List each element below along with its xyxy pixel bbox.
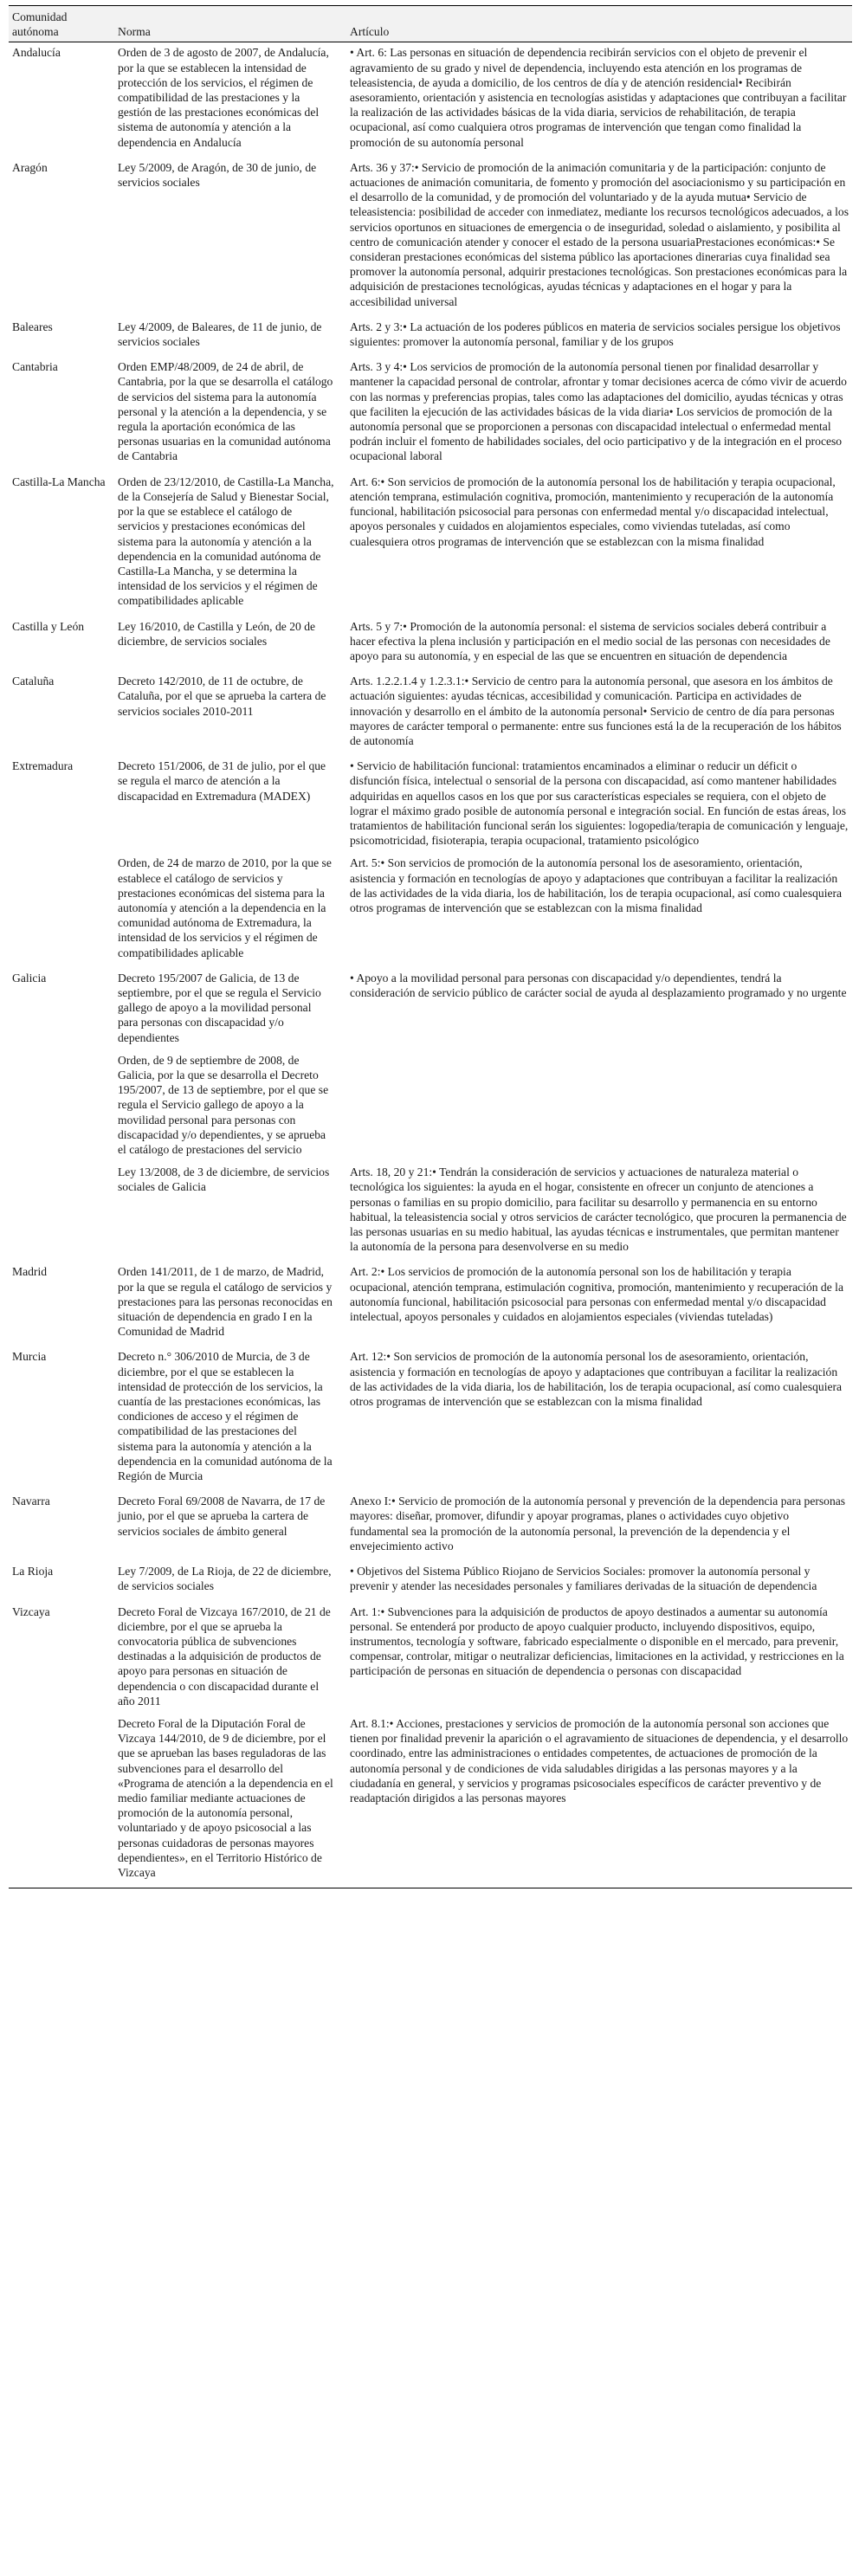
cell-community: Baleares	[12, 320, 53, 333]
cell-community	[9, 1165, 114, 1262]
cell-article	[346, 1053, 852, 1165]
cell-article: Arts. 36 y 37:• Servicio de promoción de la animación comunitaria y de la participación: conjunto de actuaciones de animación comunitaria, de fomento y promoción del asociacionismo y su participación en el desarrollo de la comunidad, y de promoción del voluntariado y de la ayuda mutua• Servicio de teleasistencia: posibilidad de acceder con inmediatez, mediante los recursos tecnológicos adecuados, a los servicios oportunos en situaciones de emergencia o de inseguridad, soledad o aislamiento, y posibilita al centro de comunicación atender y conocer el estado de la persona usuariaPrestaciones económicas:• Se consideran prestaciones económicas del sistema público las aportaciones dinerarias cuya finalidad sea promover la autonomía personal, adquirir prestaciones tecnológicas. Son prestaciones económicas para la adquisición de prestaciones tecnológicas, ayudas técnicas y adaptaciones en el hogar y para la accesibilidad universal	[350, 160, 849, 308]
cell-article: • Objetivos del Sistema Público Riojano de Servicios Sociales: promover la autonomía personal y prevenir y atender las necesidades personales y familiares derivadas de la situación de dependencia	[350, 1565, 817, 1593]
table-body	[9, 42, 852, 1888]
table-row	[9, 317, 852, 357]
cell-article: Arts. 1.2.2.1.4 y 1.2.3.1:• Servicio de centro para la autonomía personal, que asesora en los ámbitos de actuación siguientes: ayudas técnicas, accesibilidad y comunicación. Participa en actividades de innovación y desarrollo en el ámbito de la autonomía personal• Servicio de centro de día para personas mayores de carácter temporal o permanente: entre sus funciones está la de la recuperación de los hábitos de autonomía	[350, 675, 842, 747]
table-row	[9, 1602, 852, 1716]
cell-norm: Orden de 3 de agosto de 2007, de Andalucía, por la que se establecen la intensidad de protección de los servicios, el régimen de compatibilidad de las prestaciones y la gestión de las prestaciones económicas del sistema de autonomía y atención a la dependencia en Andalucía	[118, 46, 329, 149]
table-row	[9, 756, 852, 855]
cell-article: Art. 1:• Subvenciones para la adquisición de productos de apoyo destinados a aumentar su autonomía personal. Se entenderá por producto de apoyo cualquier producto, incluyendo dispositivos, equipo, instrumentos, tecnología y software, fabricado especialmente o disponible en el mercado, para prevenir, compensar, controlar, mitigar o neutralizar deficiencias, limitaciones en la actividad, y restricciones en la participación de personas en situación de dependencia o personas con discapacidad	[350, 1604, 844, 1678]
cell-norm: Decreto Foral de Vizcaya 167/2010, de 21 de diciembre, por el que se aprueba la convocatoria pública de subvenciones destinadas a la adquisición de productos de apoyo para personas en situación de dependencia o con discapacidad durante el año 2011	[118, 1604, 331, 1708]
cell-article: Arts. 5 y 7:• Promoción de la autonomía personal: el sistema de servicios sociales deberá contribuir a hacer efectiva la plena inclusión y participación en el medio social de las personas con necesidades de apoyo para su autonomía, y en especial de las que se encuentren en situación de dependencia	[350, 619, 830, 662]
cell-norm: Orden EMP/48/2009, de 24 de abril, de Cantabria, por la que se desarrolla el catálogo de servicios del sistema para la autonomía personal y la atención a la dependencia, y se regula la aportación económica de las personas usuarias en la comunidad autónoma de Cantabria	[118, 360, 333, 463]
cell-norm: Decreto 151/2006, de 31 de julio, por el que se regula el marco de atención a la discapacidad en Extremadura (MADEX)	[118, 759, 326, 803]
cell-community: Cataluña	[12, 675, 55, 688]
cell-community: Andalucía	[12, 46, 61, 60]
cell-community: Madrid	[12, 1265, 48, 1279]
cell-norm: Orden 141/2011, de 1 de marzo, de Madrid, por la que se regula el catálogo de servicios y prestaciones para las personas reconocidas en situación de dependencia en grado I en la Comunidad de Madrid	[118, 1265, 333, 1339]
cell-article: Art. 5:• Son servicios de promoción de la autonomía personal los de asesoramiento, orientación, asistencia y formación en tecnologías de apoyo y adaptaciones que contribuyan a facilitar la realización de las actividades de la vida diaria, los de habilitación, los de terapia ocupacional, así como cualesquiera otros programas de intervención que se establezcan con la misma finalidad	[350, 856, 843, 914]
cell-community: Castilla-La Mancha	[12, 475, 106, 488]
table-row	[9, 472, 852, 617]
cell-article: Art. 6:• Son servicios de promoción de la autonomía personal los de habilitación y terapia ocupacional, atención temprana, estimulación cognitiva, promoción, mantenimiento y recuperación de la autonomía funcional, habilitación psicosocial para personas con enfermedad mental y/o discapacidad intelectual, apoyos personales y cuidados en alojamientos especiales, como viviendas tuteladas, así como cualesquiera otros programas de intervención que se establezcan con la misma finalidad	[350, 475, 836, 548]
table-header	[9, 6, 852, 42]
cell-community	[9, 855, 114, 967]
cell-community	[9, 1053, 114, 1165]
cell-norm: Orden de 23/12/2010, de Castilla-La Mancha, de la Consejería de Salud y Bienestar Social, por la que se establece el catálogo de servicios y prestaciones económicas del sistema para la autonomía y atención a la dependencia en la comunidad autónoma de Castilla-La Mancha, y se determina la intensidad de los servicios y el régimen de compatibilidades aplicable	[118, 475, 334, 608]
cell-norm: Decreto 142/2010, de 11 de octubre, de Cataluña, por el que se aprueba la cartera de servicios sociales 2010-2011	[118, 675, 326, 718]
cell-community: Aragón	[12, 160, 48, 174]
table-row	[9, 1165, 852, 1262]
cell-article: Arts. 2 y 3:• La actuación de los poderes públicos en materia de servicios sociales persigue los objetivos siguientes: promover la autonomía personal, familiar y de los grupos	[350, 320, 841, 349]
table-row	[9, 158, 852, 317]
table-row	[9, 1561, 852, 1601]
cell-norm: Decreto Foral de la Diputación Foral de Vizcaya 144/2010, de 9 de diciembre, por el que se aprueban las bases reguladoras de las subvenciones para el desarrollo del «Programa de atención a la dependencia en el medio familiar mediante actuaciones de promoción de la autonomía personal, voluntariado y de apoyo psicosocial a las personas cuidadoras de personas mayores dependientes», en el Territorio Histórico de Vizcaya	[114, 1716, 346, 1888]
cell-norm: Orden, de 9 de septiembre de 2008, de Galicia, por la que se desarrolla el Decreto 195/2007, de 13 de septiembre, por el que se regula el Servicio gallego de apoyo a la movilidad personal para personas con discapacidad y/o dependientes, y se aprueba el catálogo de prestaciones del servicio	[118, 1053, 329, 1157]
cell-article: Arts. 3 y 4:• Los servicios de promoción de la autonomía personal tienen por finalidad desarrollar y mantener la capacidad personal de controlar, afrontar y tomar decisiones acerca de cómo vivir de acuerdo con las normas y preferencias propias, tales como las adaptaciones del domicilio, ayudas técnicas y otras que faciliten la ejecución de las actividades básicas de la vida diaria• Los servicios de promoción de la autonomía personal que se proporcionen a personas con discapacidad intelectual o enfermedad mental podrán incluir el fomento de habilidades sociales, del ocio participativo y de la integración en el proceso ocupacional laboral	[350, 360, 847, 463]
table-row	[9, 357, 852, 471]
regulations-table	[9, 5, 852, 1888]
cell-article: Art. 8.1:• Acciones, prestaciones y servicios de promoción de la autonomía personal son acciones que tienen por finalidad prevenir la aparición o el agravamiento de situaciones de dependencia, y el desarrollo coordinado, entre las administraciones o entidades competentes, de actuaciones de promoción de la autonomía personal y de condiciones de vida saludables dirigidas a las personas mayores y a la ciudadanía en general, y servicios y programas psicosociales específicos de carácter preventivo y de readaptación dirigidos a las personas mayores	[346, 1716, 852, 1888]
table-row	[9, 1053, 852, 1165]
cell-norm: Ley 4/2009, de Baleares, de 11 de junio, de servicios sociales	[118, 320, 322, 349]
cell-article: • Apoyo a la movilidad personal para personas con discapacidad y/o dependientes, tendrá la consideración de servicio público de carácter social de ayuda al desplazamiento programado y no urgente	[350, 971, 847, 999]
cell-community	[9, 1716, 114, 1888]
table-row	[9, 1346, 852, 1491]
cell-norm: Decreto n.° 306/2010 de Murcia, de 3 de diciembre, por el que se establecen la intensidad de protección de los servicios, la cuantía de las prestaciones económicas, las condiciones de acceso y el régimen de compatibilidad de las prestaciones del sistema para la autonomía y atención a la dependencia en la comunidad autónoma de la Región de Murcia	[118, 1350, 333, 1483]
header-norm: Norma	[114, 6, 346, 42]
cell-community: Navarra	[12, 1495, 50, 1508]
cell-article: Art. 2:• Los servicios de promoción de la autonomía personal son los de habilitación y terapia ocupacional, atención temprana, estimulación cognitiva, promoción, mantenimiento y recuperación de la autonomía funcional, habilitación psicosocial para personas con enfermedad mental y/o discapacidad intelectual, apoyos personales y cuidados en alojamientos especiales (viviendas tuteladas)	[350, 1265, 843, 1324]
table-row	[9, 1491, 852, 1561]
header-article: Artículo	[346, 6, 852, 42]
table-row	[9, 968, 852, 1053]
cell-norm: Orden, de 24 de marzo de 2010, por la que se establece el catálogo de servicios y prestaciones económicas del sistema para la autonomía y atención a la dependencia en la comunidad autónoma de Extremadura, la intensidad de los servicios y el régimen de compatibilidades aplicable	[118, 856, 332, 959]
cell-article: Arts. 18, 20 y 21:• Tendrán la consideración de servicios y actuaciones de naturaleza material o tecnológica los siguientes: la ayuda en el hogar, consistente en ofrecer un conjunto de atenciones a personas o familias en su propio domicilio, para facilitar su desarrollo y permanencia en su entorno habitual, la teleasistencia social y otros servicios de carácter tecnológico, que procuren la permanencia de las personas usuarias en su medio habitual, las ayudas técnicas e instrumentales, que permitan mantener la autonomía de la persona para desenvolverse en su medio	[350, 1165, 847, 1254]
header-community: Comunidad autónoma	[9, 6, 114, 42]
cell-community: Galicia	[12, 971, 47, 985]
cell-norm: Ley 16/2010, de Castilla y León, de 20 de diciembre, de servicios sociales	[118, 619, 316, 648]
table-row	[9, 1262, 852, 1346]
cell-community: La Rioja	[12, 1565, 54, 1579]
cell-norm: Decreto Foral 69/2008 de Navarra, de 17 de junio, por el que se aprueba la cartera de servicios sociales de ámbito general	[118, 1495, 326, 1538]
cell-norm: Ley 13/2008, de 3 de diciembre, de servicios sociales de Galicia	[118, 1165, 330, 1194]
cell-article: • Servicio de habilitación funcional: tratamientos encaminados a eliminar o reducir un déficit o disfunción física, intelectual o sensorial de la persona con discapacidad, así como mantener habilidades adquiridas en aquellos casos en los que por sus características especiales se requiera, con el objeto de lograr el máximo grado posible de autonomía personal e integración social. En función de estas áreas, los tratamientos de habilitación funcional serán los siguientes: logopedia/terapia de comunicación y lenguaje, psicomotricidad, fisioterapia, terapia ocupacional, tratamiento psicológico	[350, 759, 849, 848]
table-row	[9, 855, 852, 967]
table-row	[9, 42, 852, 158]
table-row	[9, 671, 852, 756]
cell-article: Anexo I:• Servicio de promoción de la autonomía personal y prevención de la dependencia para personas mayores: diseñar, promover, difundir y apoyar programas, planes o actividades cuyo objetivo fundamental sea la promoción de la autonomía personal, la prevención de la dependencia y el envejecimiento activo	[350, 1495, 846, 1553]
cell-norm: Decreto 195/2007 de Galicia, de 13 de septiembre, por el que se regula el Servicio gallego de apoyo a la movilidad personal para personas con discapacidad y/o dependientes	[118, 971, 321, 1044]
cell-article: • Art. 6: Las personas en situación de dependencia recibirán servicios con el objeto de prevenir el agravamiento de su grado y nivel de dependencia, incluyendo esta atención en los programas de teleasistencia, de ayuda a domicilio, de los centros de día y de atención residencial• Recibirán asesoramiento, orientación y asistencia en tecnologías asistidas y adaptaciones que contribuyan a facilitar la realización de las actividades básicas de la vida diaria, servicios de rehabilitación, de terapia ocupacional, así como cualquiera otros programas de intervención que tengan como finalidad la promoción de su autonomía personal	[350, 46, 847, 149]
cell-community: Cantabria	[12, 360, 58, 374]
table-row	[9, 1716, 852, 1888]
cell-community: Extremadura	[12, 759, 74, 773]
cell-community: Murcia	[12, 1350, 47, 1364]
cell-community: Castilla y León	[12, 619, 85, 633]
cell-article: Art. 12:• Son servicios de promoción de la autonomía personal los de asesoramiento, orientación, asistencia y formación en tecnologías de apoyo y adaptaciones que contribuyan a facilitar la realización de las actividades de la vida diaria, los de habilitación, los de terapia ocupacional, así como cualesquiera otros programas de intervención que se establezcan con la misma finalidad	[350, 1350, 843, 1409]
cell-norm: Ley 7/2009, de La Rioja, de 22 de diciembre, de servicios sociales	[118, 1565, 332, 1593]
cell-norm: Ley 5/2009, de Aragón, de 30 de junio, de servicios sociales	[118, 160, 317, 190]
cell-community: Vizcaya	[12, 1604, 50, 1618]
table-row	[9, 617, 852, 672]
